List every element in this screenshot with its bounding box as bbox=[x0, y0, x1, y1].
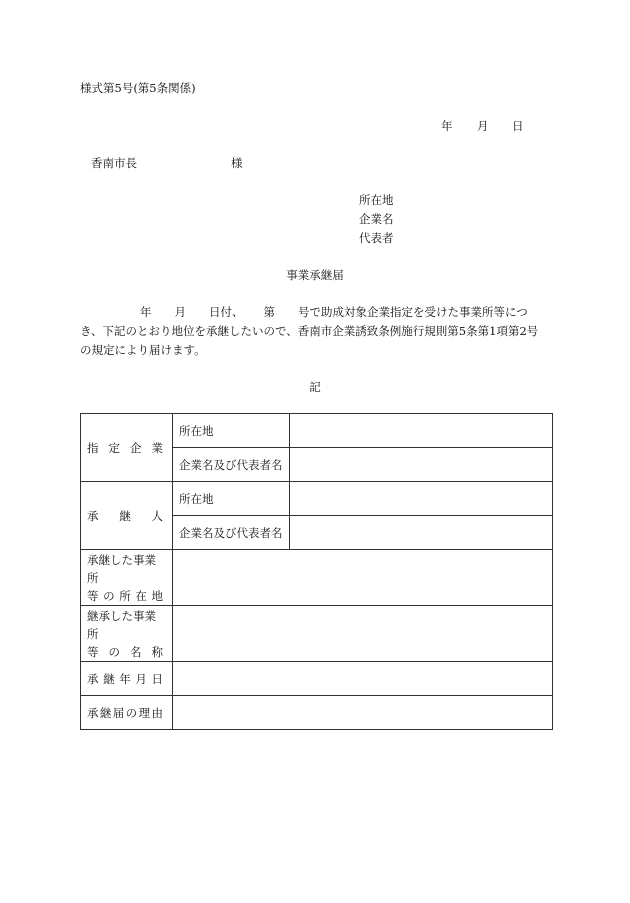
body-line-2: き、下記のとおり地位を承継したいので、香南市企業誘致条例施行規則第5条第1項第2号 bbox=[80, 324, 539, 338]
successor-label bbox=[81, 482, 173, 550]
successor-text bbox=[87, 508, 163, 524]
succeeded-location-label bbox=[81, 550, 173, 606]
document-title: 事業承継届 bbox=[286, 268, 344, 282]
body-line-1 bbox=[80, 304, 528, 320]
reason-label bbox=[81, 696, 173, 730]
successor-name-field[interactable] bbox=[290, 516, 553, 550]
applicant-representative-label: 代表者 bbox=[359, 231, 394, 245]
successor-address-field[interactable] bbox=[290, 482, 553, 516]
date-month-label: 月 bbox=[477, 119, 489, 133]
label-char: 定 bbox=[108, 440, 120, 455]
designated-address-field[interactable] bbox=[290, 414, 553, 448]
designated-company-text bbox=[87, 440, 163, 456]
date-day-label: 日 bbox=[512, 119, 524, 133]
label-char: 年 bbox=[119, 671, 131, 686]
body-month: 月 bbox=[174, 305, 186, 319]
designated-name-field[interactable] bbox=[290, 448, 553, 482]
designated-name-label: 企業名及び代表者名 bbox=[173, 448, 290, 482]
label-char: 由 bbox=[151, 705, 163, 720]
label-char: 承 bbox=[87, 671, 99, 686]
reason-field[interactable] bbox=[173, 696, 553, 730]
succeeded-name-label-line2 bbox=[87, 643, 163, 661]
date-year-label: 年 bbox=[441, 119, 453, 133]
succeeded-location-label-line1: 承継した事業所 bbox=[87, 552, 156, 585]
label-char: 等 bbox=[87, 644, 99, 659]
label-char: 人 bbox=[151, 508, 163, 523]
addressee-suffix: 様 bbox=[231, 156, 243, 170]
label-char: 日 bbox=[151, 671, 163, 686]
succeeded-location-label-line2 bbox=[87, 587, 163, 605]
succeeded-name-label bbox=[81, 606, 173, 662]
successor-address-label: 所在地 bbox=[173, 482, 290, 516]
applicant-address-label: 所在地 bbox=[359, 193, 394, 207]
label-char: 月 bbox=[135, 671, 147, 686]
label-char: 名 bbox=[130, 644, 142, 659]
label-char: 継 bbox=[119, 508, 131, 523]
label-char: 承 bbox=[87, 705, 99, 720]
form-number: 様式第5号(第5条関係) bbox=[80, 81, 196, 95]
succeeded-name-field[interactable] bbox=[173, 606, 553, 662]
succession-date-label bbox=[81, 662, 173, 696]
reason-text bbox=[87, 705, 163, 721]
body-line1-rest: 号で助成対象企業指定を受けた事業所等につ bbox=[298, 305, 528, 319]
body-dai: 第 bbox=[263, 305, 275, 319]
succeeded-location-field[interactable] bbox=[173, 550, 553, 606]
succession-date-text bbox=[87, 671, 163, 687]
label-char: 企 bbox=[130, 440, 142, 455]
designated-company-label bbox=[81, 414, 173, 482]
label-char: 承 bbox=[87, 508, 99, 523]
label-char: 地 bbox=[151, 588, 163, 603]
succeeded-name-label-line1: 継承した事業所 bbox=[87, 608, 156, 641]
body-line-3: の規定により届けます。 bbox=[80, 343, 206, 357]
label-char: の bbox=[125, 705, 138, 720]
succession-date-field[interactable] bbox=[173, 662, 553, 696]
designated-address-label: 所在地 bbox=[173, 414, 290, 448]
label-char: 指 bbox=[87, 440, 99, 455]
label-char: 等 bbox=[87, 588, 99, 603]
body-year: 年 bbox=[140, 305, 152, 319]
label-char: 継 bbox=[99, 705, 112, 720]
succession-table bbox=[80, 413, 553, 730]
label-char: 在 bbox=[135, 588, 147, 603]
label-char: 所 bbox=[119, 588, 131, 603]
successor-name-label: 企業名及び代表者名 bbox=[173, 516, 290, 550]
label-char: の bbox=[103, 588, 115, 603]
label-char: 業 bbox=[151, 440, 163, 455]
label-char: 称 bbox=[151, 644, 163, 659]
applicant-company-label: 企業名 bbox=[359, 212, 394, 226]
body-day-dated: 日付、 bbox=[209, 305, 244, 319]
addressee: 香南市長 bbox=[91, 156, 137, 170]
label-char: 理 bbox=[138, 705, 151, 720]
label-char: 継 bbox=[103, 671, 115, 686]
label-char: の bbox=[108, 644, 120, 659]
label-char: 届 bbox=[112, 705, 125, 720]
ki-heading: 記 bbox=[309, 380, 321, 394]
